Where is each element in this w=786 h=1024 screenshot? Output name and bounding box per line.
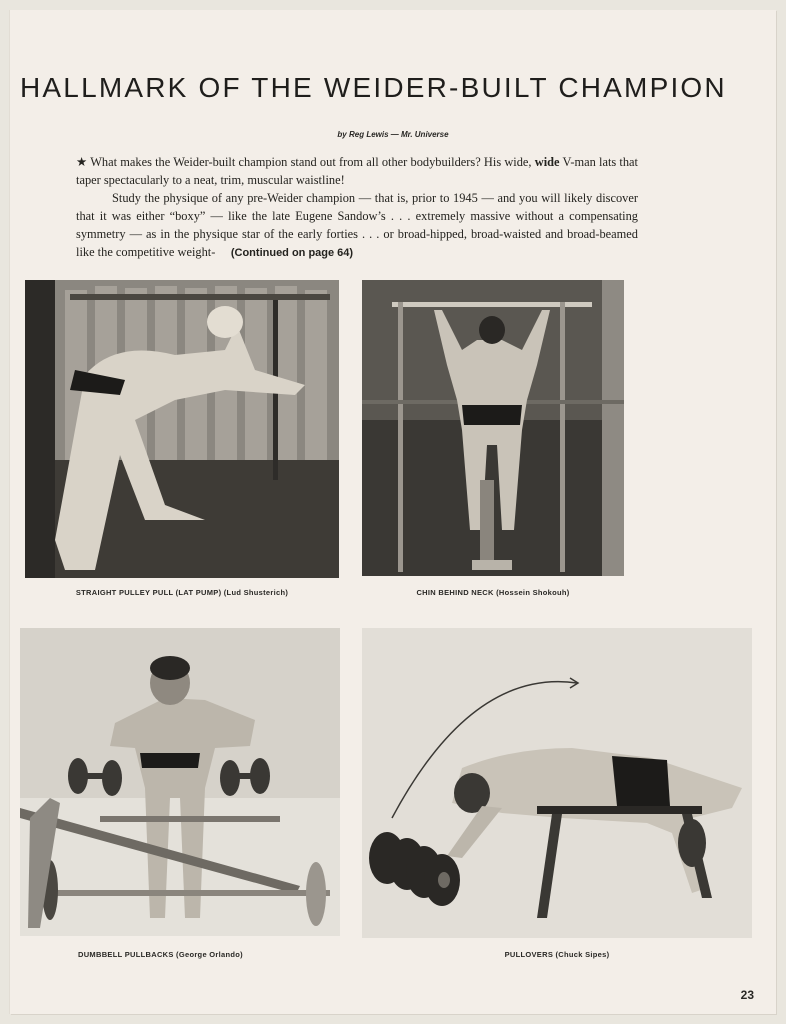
emphasis-wide: wide <box>534 155 560 169</box>
page-number: 23 <box>740 988 754 1002</box>
photo-pullovers <box>362 628 752 938</box>
magazine-page <box>10 10 776 1014</box>
caption-3: DUMBBELL PULLBACKS (George Orlando) <box>78 950 243 959</box>
article-body <box>76 153 638 262</box>
photo-dumbbell-pullbacks <box>20 628 340 936</box>
article-byline: by Reg Lewis — Mr. Universe <box>337 130 449 139</box>
continued-note: (Continued on page 64) <box>230 247 354 259</box>
article-title: HALLMARK OF THE WEIDER-BUILT CHAMPION <box>20 72 727 103</box>
photo-chin-behind-neck <box>362 280 624 576</box>
star-icon: ★ <box>76 155 88 169</box>
caption-1: STRAIGHT PULLEY PULL (LAT PUMP) (Lud Shusterich) <box>75 588 289 597</box>
paragraph-2: Study the physique of any pre-Weider champion — that is, prior to 1945 — and you will likely discover that it was either “boxy” — like the late Eugene Sandow’s . . . extremely massive without a compensating symmetry — as in the physique star of the early forties . . . or broad-hipped, broad-waisted and broad-beamed like the competitive weight- (Continued on page 64) <box>76 191 638 259</box>
caption-4: PULLOVERS (Chuck Sipes) <box>504 950 610 959</box>
photo-straight-pulley-pull <box>25 280 339 578</box>
paragraph-1: ★ What makes the Weider-built champion stand out from all other bodybuilders? His wide, wide V-man lats that taper spectacularly to a neat, trim, muscular waistline! <box>76 155 639 187</box>
caption-2: CHIN BEHIND NECK (Hossein Shokouh) <box>416 588 570 597</box>
